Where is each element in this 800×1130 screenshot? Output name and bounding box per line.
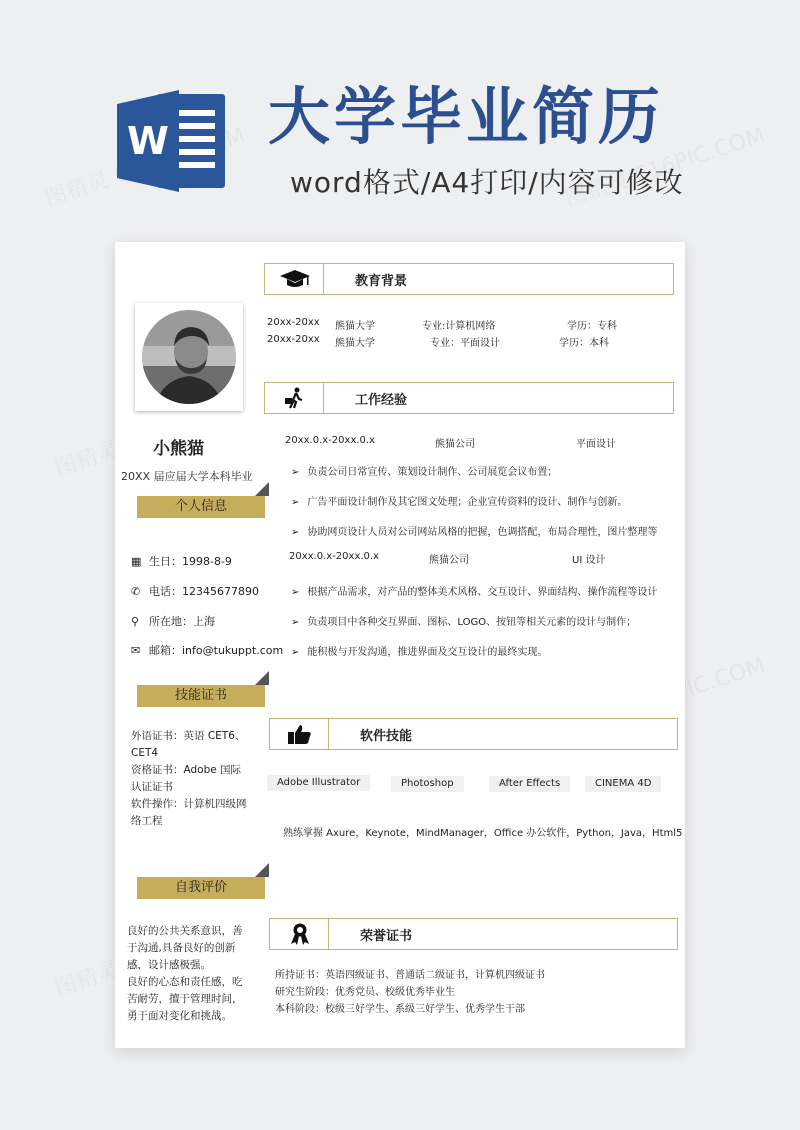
arrow-bullet-icon: ➢: [291, 467, 300, 478]
arrow-bullet-icon: ➢: [291, 497, 300, 508]
duty-item: ➢ 能积极与开发沟通，推进界面及交互设计的最终实现。: [291, 647, 548, 658]
section-title: 软件技能: [360, 729, 413, 744]
graduation-info: 20XX 届应届大学本科毕业: [121, 470, 253, 483]
location-icon: ⚲: [131, 615, 140, 628]
arrow-bullet-icon: ➢: [291, 647, 300, 658]
mail-icon: ✉: [131, 644, 141, 657]
certs-tag: [137, 685, 265, 707]
section-honors: [269, 918, 678, 950]
word-logo-letter: W: [127, 119, 169, 163]
section-title: 荣誉证书: [360, 929, 413, 944]
skill-chip: CINEMA 4D: [585, 776, 661, 792]
candidate-name: 小熊猫: [153, 439, 204, 459]
thumbs-up-icon: [284, 723, 316, 745]
section-title: 教育背景: [355, 274, 408, 289]
photo-frame: [135, 303, 243, 411]
honor-line: 本科阶段：校级三好学生、系级三好学生、优秀学生干部: [275, 1004, 525, 1015]
personal-info-label: 个人信息: [174, 499, 227, 514]
certs-label: 技能证书: [174, 688, 227, 703]
duty-item: ➢ 广告平面设计制作及其它图文处理；企业宣传资料的设计、制作与创新。: [291, 497, 628, 508]
section-software: [269, 718, 678, 750]
honor-line: 所持证书：英语四级证书、普通话二级证书，计算机四级证书: [275, 970, 545, 981]
page-title: 大学毕业简历: [268, 80, 665, 153]
award-ribbon-icon: [284, 923, 316, 945]
section-education: [264, 263, 674, 295]
honor-line: 研究生阶段：优秀党员、校级优秀毕业生: [275, 987, 455, 998]
resume-page: 小熊猫 20XX 届应届大学本科毕业 个人信息 ▦ 生日：1998-8-9 ✆ 电话：12345677890 ⚲ 所在地：上海 ✉ 邮箱：info@tukuppt.com 技能证书 外语证书：英语 CET6、 CET4 资格证书：Adobe 国际 认证证书 软件操作：计算机四级网 络工程 自我评价 良好的公共关系意识，善 于沟通,具备良好的创新 感，设计感极强。 良好的心态和责任感，吃 苦耐劳，擅于管理时间， 勇于面对变化和挑战。 教育背景 20xx-20xx 熊猫大学 专业:计算机网络 学历：专科 20xx-20xx 熊猫大学 专业：平面设计 学历：本科 工作经验 20xx.0.x-20xx.0.x 熊猫公司 平面设计 ➢ 负责公司日常宣传、策划设计制作、公司展览会议布置； ➢ 广告平面设计制作及其它图文处理；企业宣传资料的设计、制作与创新。 ➢ 协助网页设计人员对公司网站风格的把握，色调搭配，布局合理性，图片整理等 20xx.0.x-20xx.0.x 熊猫公司 UI 设计 ➢ 根据产品需求，对产品的整体美术风格、交互设计、界面结构、操作流程等设计 ➢ 负责项目中各种交互界面、图标、LOGO、按钮等相关元素的设计与制作； ➢ 能积极与开发沟通，推进界面及交互设计的最终实现。 软件技能 Adobe Illustrator Photoshop After Effects CINEMA 4D 熟练掌握 Axure，Keynote，MindManager，Office 办公软件，Python，Java，Html5 荣誉证书 所持证书：英语四级证书、普通话二级证书，计算机四级证书 研究生阶段：优秀党员、校级优秀毕业生 本科阶段：校级三好学生、系级三好学生、优秀学生干部: [115, 242, 685, 1048]
info-row-email: ✉ 邮箱：info@tukuppt.com: [131, 644, 284, 657]
page-subtitle: word格式/A4打印/内容可修改: [290, 166, 684, 199]
info-row-birthday: ▦ 生日：1998-8-9: [131, 555, 232, 568]
skill-chip: After Effects: [489, 776, 570, 792]
walking-person-icon: [279, 387, 311, 409]
info-row-location: ⚲ 所在地：上海: [131, 615, 215, 628]
duty-item: ➢ 负责公司日常宣传、策划设计制作、公司展览会议布置；: [291, 467, 558, 478]
certs-list: 外语证书：英语 CET6、 CET4 资格证书：Adobe 国际 认证证书 软件操作：计算机四级网 络工程: [131, 730, 247, 827]
graduation-cap-icon: [279, 268, 311, 290]
skill-chip: Photoshop: [391, 776, 464, 792]
arrow-bullet-icon: ➢: [291, 617, 300, 628]
skill-chip: Adobe Illustrator: [267, 775, 370, 791]
word-logo-icon: [117, 90, 227, 192]
duty-item: ➢ 负责项目中各种交互界面、图标、LOGO、按钮等相关元素的设计与制作；: [291, 617, 637, 628]
duty-item: ➢ 根据产品需求，对产品的整体美术风格、交互设计、界面结构、操作流程等设计: [291, 587, 658, 598]
self-eval-text: 良好的公共关系意识，善 于沟通,具备良好的创新 感，设计感极强。 良好的心态和责任感，吃 苦耐劳，擅于管理时间， 勇于面对变化和挑战。: [127, 925, 243, 1022]
section-work: [264, 382, 674, 414]
arrow-bullet-icon: ➢: [291, 527, 300, 538]
info-row-phone: ✆ 电话：12345677890: [131, 585, 259, 598]
arrow-bullet-icon: ➢: [291, 587, 300, 598]
duty-item: ➢ 协助网页设计人员对公司网站风格的把握，色调搭配，布局合理性，图片整理等: [291, 527, 658, 538]
section-title: 工作经验: [355, 393, 408, 408]
personal-info-tag: [137, 496, 265, 518]
avatar: [142, 310, 236, 404]
calendar-icon: ▦: [131, 555, 142, 568]
self-eval-tag: [137, 877, 265, 899]
banner: [0, 0, 800, 240]
self-eval-label: 自我评价: [174, 880, 227, 895]
phone-icon: ✆: [131, 585, 141, 598]
software-note: 熟练掌握 Axure，Keynote，MindManager，Office 办公软件，Python，Java，Html5: [283, 828, 683, 839]
